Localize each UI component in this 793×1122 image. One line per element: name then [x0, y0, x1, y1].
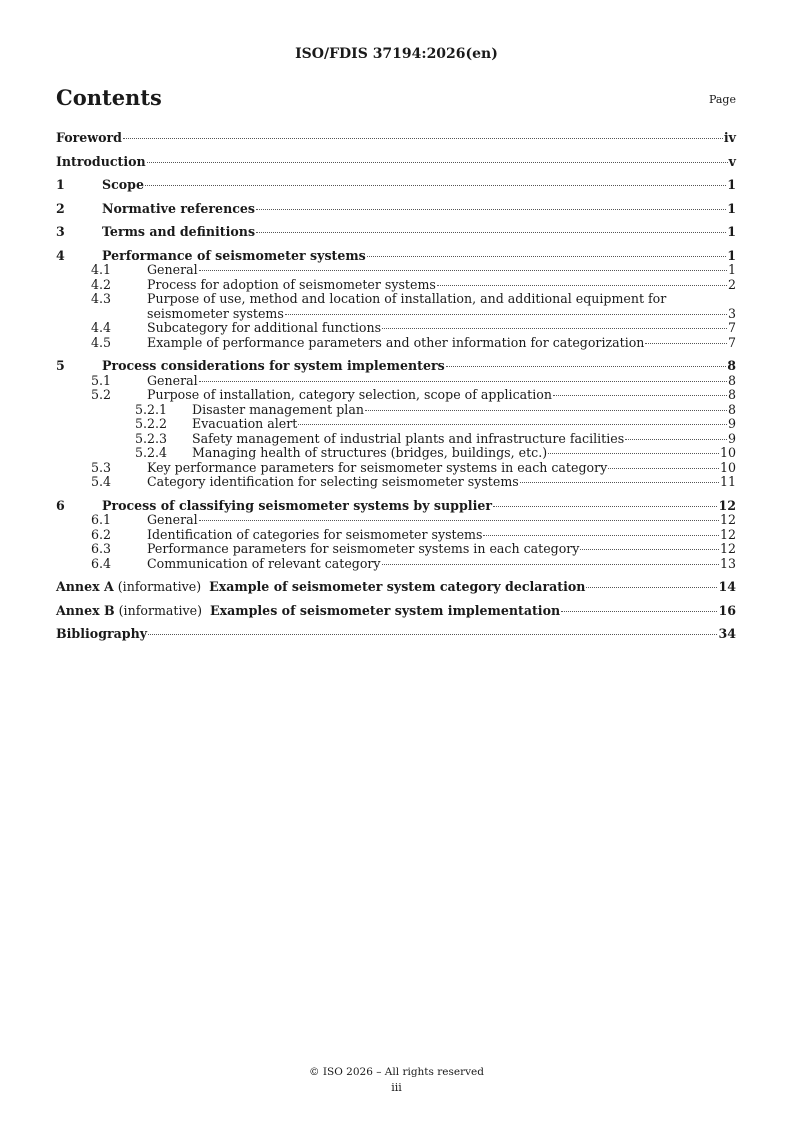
toc-entry-5-2-4[interactable]: 5.2.4 Managing health of structures (bridges, buildings, etc.) 10 [135, 445, 736, 460]
toc-entry-4-3-cont[interactable]: seismometer systems 3 [147, 305, 736, 321]
dot-leader [147, 162, 728, 163]
dot-leader [256, 232, 726, 233]
dot-leader [625, 439, 727, 440]
dot-leader [145, 185, 726, 186]
dot-leader [493, 506, 717, 507]
toc-entry-5-2-3[interactable]: 5.2.3 Safety management of industrial plants and infrastructure facilities 9 [135, 430, 736, 446]
toc-entry-4-5[interactable]: 4.5 Example of performance parameters and other information for categorization 7 [91, 334, 736, 350]
toc-entry-5-4[interactable]: 5.4 Category identification for selecting seismometer systems 11 [91, 474, 736, 489]
toc-entry-bibliography[interactable]: Bibliography 34 [56, 626, 736, 641]
dot-leader [382, 328, 727, 329]
dot-leader [437, 285, 727, 286]
toc-entry-introduction[interactable]: Introduction v [56, 153, 736, 169]
toc-entry-scope[interactable]: 1 Scope 1 [56, 177, 736, 192]
dot-leader [298, 424, 727, 425]
toc-entry-terms-definitions[interactable]: 3 Terms and definitions 1 [56, 224, 736, 239]
toc-entry-4-3[interactable]: 4.3 Purpose of use, method and location of installation, and additional equipment for [91, 291, 667, 306]
dot-leader [367, 256, 726, 257]
toc-entry-5-2[interactable]: 5.2 Purpose of installation, category selection, scope of application 8 [91, 387, 736, 402]
toc-entry-annex-a[interactable]: Annex A (informative) Example of seismometer system category declaration 14 [56, 579, 736, 594]
toc-entry-5-2-2[interactable]: 5.2.2 Evacuation alert 9 [135, 416, 736, 431]
toc-entry-6-4[interactable]: 6.4 Communication of relevant category 13 [91, 555, 736, 571]
dot-leader [365, 410, 727, 411]
toc-entry-6-3[interactable]: 6.3 Performance parameters for seismometer systems in each category 12 [91, 541, 736, 556]
toc-entry-5-1[interactable]: 5.1 General 8 [91, 372, 736, 388]
toc-entry-section-5[interactable]: 5 Process considerations for system implementers 8 [56, 358, 736, 373]
dot-leader [520, 482, 719, 483]
toc-entry-6-1[interactable]: 6.1 General 12 [91, 512, 736, 527]
page-number: iii [391, 1081, 402, 1094]
dot-leader [548, 453, 719, 454]
dot-leader [148, 634, 717, 635]
dot-leader [580, 549, 719, 550]
contents-title: Contents [56, 85, 162, 110]
toc-entry-6-2[interactable]: 6.2 Identification of categories for seismometer systems 12 [91, 526, 736, 542]
toc-entry-section-6[interactable]: 6 Process of classifying seismometer systems by supplier 12 [56, 497, 736, 513]
page-footer [0, 1066, 793, 1094]
dot-leader [123, 138, 723, 139]
toc-entry-5-3[interactable]: 5.3 Key performance parameters for seismometer systems in each category 10 [91, 459, 736, 475]
dot-leader [446, 366, 727, 367]
copyright-notice: © ISO 2026 – All rights reserved [309, 1066, 484, 1078]
toc-entry-4-4[interactable]: 4.4 Subcategory for additional functions 7 [91, 320, 736, 335]
dot-leader [199, 520, 719, 521]
dot-leader [586, 587, 717, 588]
table-of-contents [56, 131, 736, 642]
toc-entry-foreword[interactable]: Foreword iv [56, 130, 736, 145]
dot-leader [608, 468, 719, 469]
toc-entry-section-4[interactable]: 4 Performance of seismometer systems 1 [56, 247, 736, 263]
dot-leader [256, 209, 726, 210]
page-column-label: Page [708, 93, 736, 106]
dot-leader [483, 535, 719, 536]
toc-entry-annex-b[interactable]: Annex B (informative) Examples of seismometer system implementation 16 [56, 602, 736, 618]
toc-entry-4-2[interactable]: 4.2 Process for adoption of seismometer systems 2 [91, 276, 736, 292]
dot-leader [561, 611, 717, 612]
dot-leader [199, 270, 727, 271]
toc-entry-normative-references[interactable]: 2 Normative references 1 [56, 200, 736, 216]
dot-leader [199, 381, 727, 382]
dot-leader [553, 395, 727, 396]
dot-leader [382, 564, 719, 565]
document-id-header: ISO/FDIS 37194:2026(en) [295, 46, 498, 62]
dot-leader [285, 314, 727, 315]
toc-entry-5-2-1[interactable]: 5.2.1 Disaster management plan 8 [135, 401, 736, 417]
dot-leader [645, 343, 727, 344]
toc-entry-4-1[interactable]: 4.1 General 1 [91, 262, 736, 277]
